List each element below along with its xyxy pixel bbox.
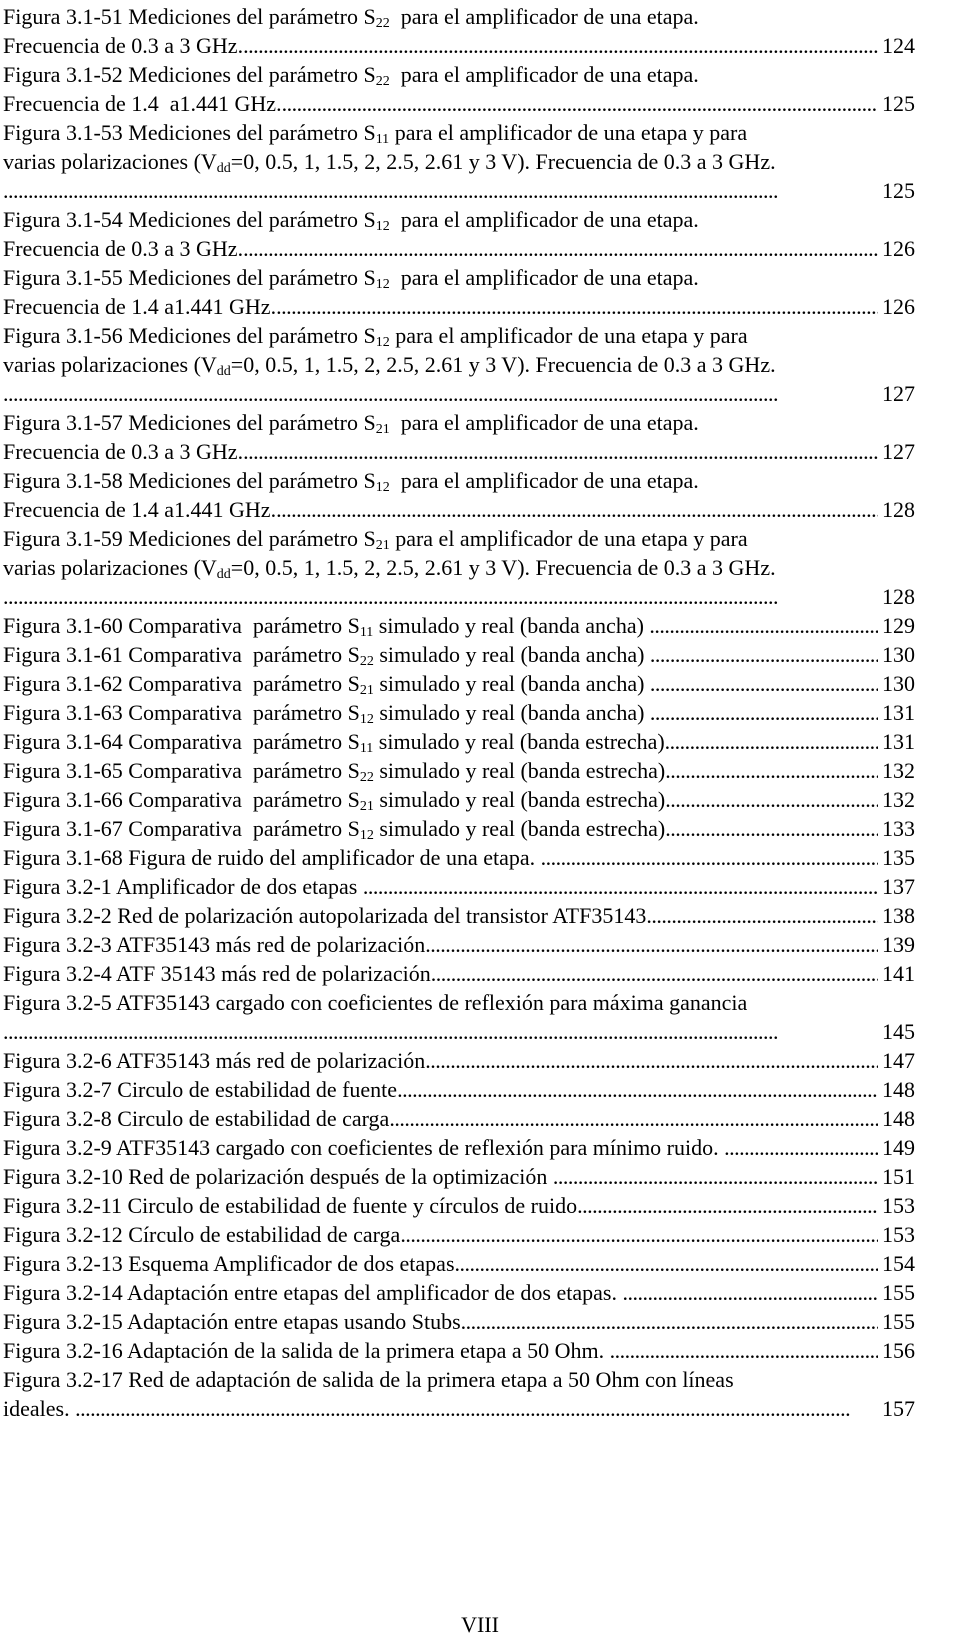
dot-leader	[650, 669, 878, 698]
toc-entry-page-number: 153	[882, 1222, 915, 1247]
toc-entry-page-number: 128	[882, 584, 915, 609]
toc-entry-subscript: dd	[216, 364, 231, 379]
toc-entry-text: Figura 3.2-3 ATF35143 más red de polarización	[3, 932, 426, 957]
toc-entry-page-number: 137	[882, 874, 915, 899]
toc-entry-title	[3, 321, 748, 350]
toc-entry[interactable]	[3, 611, 915, 640]
toc-entry[interactable]	[3, 1365, 915, 1394]
dot-leader	[397, 1075, 878, 1104]
toc-entry-page-number: 147	[882, 1048, 915, 1073]
dot-leader	[243, 31, 878, 60]
dot-leader	[425, 1046, 878, 1075]
toc-entry-page-number: 127	[882, 381, 915, 406]
toc-entry[interactable]	[3, 582, 915, 611]
toc-entry-subscript: 12	[375, 335, 390, 350]
toc-entry-page-number: 127	[882, 439, 915, 464]
toc-entry-title	[3, 437, 243, 466]
toc-entry[interactable]	[3, 263, 915, 292]
toc-entry-title	[3, 756, 665, 785]
toc-entry-title	[3, 1220, 400, 1249]
dot-leader	[665, 785, 878, 814]
toc-entry[interactable]	[3, 31, 915, 60]
toc-entry-page-number: 132	[882, 787, 915, 812]
toc-entry-page-number: 156	[882, 1338, 915, 1363]
toc-entry[interactable]	[3, 379, 915, 408]
dot-leader	[665, 756, 878, 785]
toc-entry-text-continued: para el amplificador de una etapa.	[389, 4, 699, 29]
toc-entry-text: Frecuencia de 0.3 a 3 GHz.	[3, 236, 244, 261]
toc-entry-text-continued: para el amplificador de una etapa.	[389, 207, 699, 232]
toc-entry[interactable]	[3, 1220, 915, 1249]
toc-entry-text-continued: simulado y real (banda estrecha)	[373, 729, 665, 754]
toc-entry-title	[3, 1191, 577, 1220]
toc-entry-page-number: 135	[882, 845, 915, 870]
toc-entry[interactable]	[3, 89, 915, 118]
toc-entry-text: Figura 3.1-63 Comparativa parámetro S	[3, 700, 360, 725]
dot-leader	[400, 1220, 878, 1249]
dot-leader	[431, 959, 878, 988]
toc-entry-page-number: 139	[882, 932, 915, 957]
toc-entry[interactable]	[3, 669, 915, 698]
toc-entry[interactable]	[3, 872, 915, 901]
dot-leader	[3, 176, 878, 205]
toc-entry-title	[3, 1162, 553, 1191]
toc-entry-text-continued: simulado y real (banda ancha)	[373, 671, 650, 696]
toc-entry-text: Figura 3.1-59 Mediciones del parámetro S	[3, 526, 376, 551]
toc-entry[interactable]	[3, 118, 915, 147]
toc-entry-text: Frecuencia de 1.4 a1.441 GHz.	[3, 497, 277, 522]
toc-entry-title	[3, 31, 243, 60]
toc-entry-title	[3, 611, 649, 640]
toc-entry-title	[3, 814, 665, 843]
toc-entry-page-number: 130	[882, 671, 915, 696]
toc-entry[interactable]	[3, 1307, 915, 1336]
toc-entry-page-number: 141	[882, 961, 915, 986]
dot-leader	[276, 292, 878, 321]
toc-entry-title	[3, 89, 282, 118]
toc-entry-text: Figura 3.1-55 Mediciones del parámetro S	[3, 265, 376, 290]
toc-entry-text-continued: simulado y real (banda estrecha)	[373, 787, 666, 812]
toc-entry-subscript: 22	[375, 16, 390, 31]
toc-entry-text-continued: para el amplificador de una etapa y para	[389, 526, 748, 551]
toc-entry-page-number: 125	[882, 178, 915, 203]
toc-entry[interactable]	[3, 553, 915, 582]
toc-entry-title	[3, 263, 699, 292]
toc-entry[interactable]	[3, 1017, 915, 1046]
toc-entry-text: Figura 3.2-16 Adaptación de la salida de la primera etapa a 50 Ohm.	[3, 1338, 610, 1363]
toc-entry-text: Figura 3.1-68 Figura de ruido del amplificador de una etapa.	[3, 845, 541, 870]
toc-entry-title	[3, 524, 748, 553]
toc-entry-title	[3, 1046, 425, 1075]
dot-leader	[724, 1133, 878, 1162]
toc-entry[interactable]	[3, 408, 915, 437]
dot-leader	[243, 437, 878, 466]
toc-entry[interactable]	[3, 959, 915, 988]
toc-entry-text-continued: para el amplificador de una etapa.	[389, 62, 699, 87]
toc-entry-text: Figura 3.1-54 Mediciones del parámetro S	[3, 207, 376, 232]
table-of-figures	[3, 2, 915, 1423]
dot-leader	[650, 640, 878, 669]
toc-entry-text: Frecuencia de 1.4 a1.441 GHz.	[3, 294, 277, 319]
toc-entry[interactable]	[3, 988, 915, 1017]
toc-entry-text: Figura 3.1-62 Comparativa parámetro S	[3, 671, 360, 696]
toc-entry-title	[3, 930, 425, 959]
dot-leader	[577, 1191, 878, 1220]
toc-entry[interactable]	[3, 727, 915, 756]
toc-entry-text-continued: para el amplificador de una etapa.	[389, 468, 699, 493]
toc-entry-title	[3, 727, 665, 756]
dot-leader	[389, 1104, 878, 1133]
toc-entry-text: Figura 3.2-9 ATF35143 cargado con coeficientes de reflexión para mínimo ruido.	[3, 1135, 725, 1160]
toc-entry-title	[3, 872, 363, 901]
toc-entry-text: varias polarizaciones (V	[3, 352, 217, 377]
dot-leader	[3, 1017, 878, 1046]
toc-entry-subscript: 22	[375, 74, 390, 89]
toc-entry-title	[3, 205, 699, 234]
toc-entry-text: Figura 3.2-12 Círculo de estabilidad de carga	[3, 1222, 401, 1247]
toc-entry-text: Figura 3.1-57 Mediciones del parámetro S	[3, 410, 376, 435]
toc-entry-text: Figura 3.2-14 Adaptación entre etapas del amplificador de dos etapas.	[3, 1280, 623, 1305]
toc-entry-title	[3, 147, 776, 176]
dot-leader	[622, 1278, 878, 1307]
toc-entry-text: Frecuencia de 0.3 a 3 GHz.	[3, 439, 244, 464]
dot-leader	[650, 698, 878, 727]
toc-entry-text: Figura 3.1-56 Mediciones del parámetro S	[3, 323, 376, 348]
toc-entry-text-continued: =0, 0.5, 1, 1.5, 2, 2.5, 2.61 y 3 V). Frecuencia de 0.3 a 3 GHz.	[230, 352, 776, 377]
toc-entry-text-continued: =0, 0.5, 1, 1.5, 2, 2.5, 2.61 y 3 V). Frecuencia de 0.3 a 3 GHz.	[230, 555, 776, 580]
toc-entry-title	[3, 118, 747, 147]
toc-entry-text: Figura 3.2-17 Red de adaptación de salida de la primera etapa a 50 Ohm con líneas	[3, 1367, 734, 1392]
toc-entry-title	[3, 698, 650, 727]
dot-leader	[646, 901, 878, 930]
toc-entry-text: Figura 3.1-58 Mediciones del parámetro S	[3, 468, 376, 493]
toc-entry-subscript: 21	[375, 538, 390, 553]
toc-entry-text: Figura 3.1-66 Comparativa parámetro S	[3, 787, 360, 812]
toc-entry[interactable]	[3, 437, 915, 466]
toc-entry[interactable]	[3, 756, 915, 785]
toc-entry-title	[3, 1104, 389, 1133]
toc-entry-title	[3, 495, 276, 524]
toc-entry-title	[3, 408, 699, 437]
toc-entry[interactable]	[3, 1278, 915, 1307]
toc-entry[interactable]	[3, 495, 915, 524]
toc-entry[interactable]	[3, 814, 915, 843]
toc-entry[interactable]	[3, 1191, 915, 1220]
toc-entry[interactable]	[3, 785, 915, 814]
dot-leader	[541, 843, 878, 872]
toc-entry-text-continued: =0, 0.5, 1, 1.5, 2, 2.5, 2.61 y 3 V). Frecuencia de 0.3 a 3 GHz.	[230, 149, 776, 174]
toc-entry-title	[3, 785, 665, 814]
toc-entry-text: Figura 3.1-60 Comparativa parámetro S	[3, 613, 360, 638]
toc-entry-page-number: 155	[882, 1280, 915, 1305]
toc-entry-text-continued: simulado y real (banda estrecha)	[373, 758, 666, 783]
toc-entry-text-continued: para el amplificador de una etapa.	[389, 410, 699, 435]
toc-entry-page-number: 126	[882, 294, 915, 319]
toc-entry-title	[3, 350, 776, 379]
dot-leader	[610, 1336, 878, 1365]
toc-entry-text: Figura 3.2-6 ATF35143 más red de polarización	[3, 1048, 426, 1073]
toc-entry-page-number: 149	[882, 1135, 915, 1160]
toc-entry-page-number: 128	[882, 497, 915, 522]
toc-entry-page-number: 148	[882, 1077, 915, 1102]
toc-entry-subscript: dd	[216, 161, 231, 176]
toc-entry-page-number: 130	[882, 642, 915, 667]
toc-entry-page-number: 131	[882, 729, 915, 754]
toc-entry[interactable]	[3, 292, 915, 321]
toc-entry-text: Figura 3.2-5 ATF35143 cargado con coeficientes de reflexión para máxima ganancia	[3, 990, 748, 1015]
toc-entry-page-number: 157	[882, 1396, 915, 1421]
toc-entry-title	[3, 1133, 724, 1162]
toc-entry[interactable]	[3, 901, 915, 930]
toc-entry-subscript: 12	[359, 828, 374, 843]
toc-entry[interactable]	[3, 1104, 915, 1133]
toc-entry-text: Figura 3.1-51 Mediciones del parámetro S	[3, 4, 376, 29]
toc-entry-text: Figura 3.2-13 Esquema Amplificador de dos etapas	[3, 1251, 455, 1276]
toc-entry-text-continued: simulado y real (banda ancha)	[373, 642, 650, 667]
toc-entry-title	[3, 1075, 397, 1104]
dot-leader	[3, 379, 878, 408]
toc-entry-text: Figura 3.2-8 Circulo de estabilidad de carga	[3, 1106, 390, 1131]
toc-entry-text: varias polarizaciones (V	[3, 555, 217, 580]
dot-leader	[425, 930, 878, 959]
toc-entry-text-continued: simulado y real (banda ancha)	[373, 613, 650, 638]
dot-leader	[665, 727, 878, 756]
toc-entry-title	[3, 234, 243, 263]
toc-entry[interactable]	[3, 930, 915, 959]
toc-entry-subscript: 22	[359, 770, 374, 785]
toc-entry-title	[3, 1278, 622, 1307]
toc-entry[interactable]	[3, 1394, 915, 1423]
toc-entry-title	[3, 843, 541, 872]
toc-entry-page-number: 154	[882, 1251, 915, 1276]
toc-entry-text: Figura 3.1-64 Comparativa parámetro S	[3, 729, 360, 754]
toc-entry[interactable]	[3, 1075, 915, 1104]
toc-entry-page-number: 131	[882, 700, 915, 725]
toc-entry-title	[3, 1365, 734, 1394]
toc-entry-text-continued: para el amplificador de una etapa.	[389, 265, 699, 290]
dot-leader	[363, 872, 878, 901]
toc-entry[interactable]	[3, 60, 915, 89]
dot-leader	[243, 234, 878, 263]
toc-entry-title	[3, 1336, 610, 1365]
toc-entry-page-number: 126	[882, 236, 915, 261]
toc-entry-subscript: 21	[359, 799, 374, 814]
toc-entry-title	[3, 669, 650, 698]
toc-entry-subscript: 12	[375, 219, 390, 234]
toc-entry-text: Figura 3.2-4 ATF 35143 más red de polarización	[3, 961, 431, 986]
toc-entry[interactable]	[3, 147, 915, 176]
toc-entry-title	[3, 553, 776, 582]
toc-entry-page-number: 125	[882, 91, 915, 116]
toc-entry[interactable]	[3, 350, 915, 379]
toc-entry[interactable]	[3, 466, 915, 495]
toc-entry-title	[3, 901, 646, 930]
toc-entry-title	[3, 466, 699, 495]
toc-entry[interactable]	[3, 843, 915, 872]
toc-entry-subscript: 12	[359, 712, 374, 727]
toc-entry-text-continued: simulado y real (banda estrecha)	[373, 816, 666, 841]
toc-entry[interactable]	[3, 524, 915, 553]
toc-entry-page-number: 138	[882, 903, 915, 928]
toc-entry-page-number: 129	[882, 613, 915, 638]
toc-entry-subscript: 21	[375, 422, 390, 437]
toc-entry-text: Figura 3.2-1 Amplificador de dos etapas	[3, 874, 363, 899]
dot-leader	[455, 1249, 878, 1278]
toc-entry-text-continued: simulado y real (banda ancha)	[373, 700, 650, 725]
toc-entry-page-number: 153	[882, 1193, 915, 1218]
toc-entry[interactable]	[3, 1336, 915, 1365]
toc-entry-text: Figura 3.1-65 Comparativa parámetro S	[3, 758, 360, 783]
toc-entry[interactable]	[3, 205, 915, 234]
toc-entry-text: Figura 3.1-61 Comparativa parámetro S	[3, 642, 360, 667]
toc-entry-page-number: 148	[882, 1106, 915, 1131]
toc-entry-subscript: 12	[375, 277, 390, 292]
toc-entry-title	[3, 988, 747, 1017]
toc-entry-text-continued: para el amplificador de una etapa y para	[389, 120, 748, 145]
toc-entry-subscript: 12	[375, 480, 390, 495]
dot-leader	[665, 814, 878, 843]
toc-entry-title	[3, 2, 699, 31]
toc-entry[interactable]	[3, 234, 915, 263]
toc-entry-text: Frecuencia de 1.4 a1.441 GHz.	[3, 91, 282, 116]
toc-entry[interactable]	[3, 321, 915, 350]
dot-leader	[649, 611, 878, 640]
dot-leader	[282, 89, 878, 118]
toc-entry-text: Figura 3.1-53 Mediciones del parámetro S	[3, 120, 376, 145]
toc-entry-page-number: 151	[882, 1164, 915, 1189]
dot-leader	[276, 495, 878, 524]
toc-entry[interactable]	[3, 176, 915, 205]
toc-entry[interactable]	[3, 2, 915, 31]
toc-entry-text: Figura 3.1-67 Comparativa parámetro S	[3, 816, 360, 841]
toc-entry-subscript: dd	[216, 567, 231, 582]
dot-leader	[3, 582, 878, 611]
toc-entry[interactable]	[3, 1046, 915, 1075]
toc-entry-subscript: 21	[359, 683, 374, 698]
toc-entry-subscript: 11	[359, 625, 374, 640]
toc-entry[interactable]	[3, 698, 915, 727]
page-number: VIII	[461, 1612, 499, 1637]
toc-entry-page-number: 132	[882, 758, 915, 783]
toc-entry-text: Figura 3.2-10 Red de polarización después de la optimización	[3, 1164, 553, 1189]
dot-leader	[75, 1394, 878, 1423]
toc-entry-text: Figura 3.2-15 Adaptación entre etapas usando Stubs	[3, 1309, 461, 1334]
toc-entry-subscript: 22	[359, 654, 374, 669]
toc-entry-page-number: 155	[882, 1309, 915, 1334]
toc-entry-title	[3, 292, 276, 321]
toc-entry-subscript: 11	[359, 741, 374, 756]
toc-entry[interactable]	[3, 1162, 915, 1191]
toc-entry-text: Figura 3.2-7 Circulo de estabilidad de fuente	[3, 1077, 398, 1102]
toc-entry-title	[3, 959, 431, 988]
toc-entry[interactable]	[3, 1133, 915, 1162]
toc-entry-page-number: 124	[882, 33, 915, 58]
toc-entry-subscript: 11	[375, 132, 390, 147]
toc-entry-title	[3, 1249, 455, 1278]
toc-entry-text: ideales.	[3, 1396, 76, 1421]
toc-entry-page-number: 133	[882, 816, 915, 841]
toc-entry-title	[3, 1307, 461, 1336]
toc-entry-title	[3, 1394, 75, 1423]
toc-entry-page-number: 145	[882, 1019, 915, 1044]
dot-leader	[461, 1307, 878, 1336]
toc-entry[interactable]	[3, 640, 915, 669]
toc-entry-text: Frecuencia de 0.3 a 3 GHz.	[3, 33, 244, 58]
toc-entry-text: varias polarizaciones (V	[3, 149, 217, 174]
toc-entry-text-continued: para el amplificador de una etapa y para	[389, 323, 748, 348]
toc-entry-text: Figura 3.2-2 Red de polarización autopolarizada del transistor ATF35143	[3, 903, 647, 928]
toc-entry-title	[3, 60, 699, 89]
toc-entry-title	[3, 640, 650, 669]
toc-entry-text: Figura 3.2-11 Circulo de estabilidad de fuente y círculos de ruido	[3, 1193, 578, 1218]
dot-leader	[553, 1162, 878, 1191]
toc-entry-text: Figura 3.1-52 Mediciones del parámetro S	[3, 62, 376, 87]
toc-entry[interactable]	[3, 1249, 915, 1278]
